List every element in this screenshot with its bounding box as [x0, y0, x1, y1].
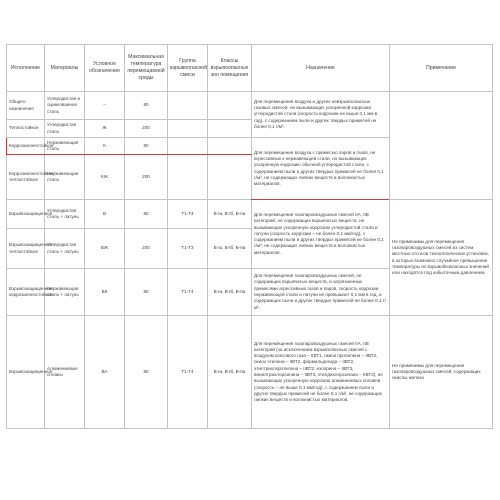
cell-purpose: Для перемещения воздуха с примесью паров и газов, не агрессивных к нержавеющей стали, но вызывающих ускоренную коррозию обычной углеродистой стали, с содержанием пыли и других твёрдых примесей не более 0,1 г/м³, не содержащих липких веществ и волокнистых материалов. [252, 138, 390, 200]
cell-explosive-group: Т1-Т4 [168, 316, 208, 429]
cell-execution: Коррозионностойкое [7, 138, 45, 155]
cell-designation: В [85, 200, 125, 229]
header-purpose: Назначение [252, 45, 390, 92]
cell-max-temperature: 200 [125, 155, 168, 200]
cell-zone-classes [208, 120, 252, 138]
cell-designation: ВЖ [85, 229, 125, 269]
cell-max-temperature: 80 [125, 316, 168, 429]
cell-materials: Нержавеющая сталь [45, 138, 85, 155]
cell-zone-classes: В-Iа, В-Iб, В-IIа [208, 229, 252, 269]
cell-designation: К [85, 138, 125, 155]
header-note: Примечание [390, 45, 493, 92]
cell-materials: Нержавеющая сталь + латунь [45, 269, 85, 316]
cell-explosive-group: Т1-Т4 [168, 269, 208, 316]
cell-note: Не применимы для перемещения газопаровоздушных смесей, содержащих окислы железа [390, 316, 493, 429]
cell-note [390, 92, 493, 200]
cell-zone-classes [208, 138, 252, 155]
cell-materials: Углеродистая сталь + латунь [45, 200, 85, 229]
cell-explosive-group [168, 138, 208, 155]
cell-designation: Ж [85, 120, 125, 138]
cell-zone-classes [208, 155, 252, 200]
cell-purpose: Для перемещения газопаровоздушных смесей, не содержащих взрывчатых веществ, и загрязненных примесями агрессивных газов и паров, скорость коррозии нержавеющей стали и латуни не превышает 0,1 мм в год, и содержащих пыли и других твердых примесей не более 0,1 г/м³. [252, 269, 390, 316]
cell-designation: – [85, 92, 125, 120]
header-execution: Исполнение [7, 45, 45, 92]
header-designation: Условное обозначение [85, 45, 125, 92]
cell-materials: Углеродистая сталь + латунь [45, 229, 85, 269]
cell-purpose: Для перемещения газопаровоздушных смесей IIА, IIВ категорий (за исключением взрывоопасных смесей с воздухом коксового газа – IIВТ1, окиси пропилена – IIВТ2, окиси этилена – IIВТ2, формальдегида – IIВТ2, этилтрихлорэтилена – IIВТ2, изопрена – IIВТ3, винилтрихлорсилана – IIВТ3, этилдихлорсилана – IIВТ3), не вызывающих ускоренную коррозию алюминиевых сплавов (скорость – не выше 0,1 мм/год), с содержанием пыли и других твердых примесей не более 0,1 г/м³, не содержащих липких веществ и волокнистых материалов. [252, 316, 390, 429]
specification-table [6, 44, 493, 429]
cell-explosive-group [168, 120, 208, 138]
header-materials: Материалы [45, 45, 85, 92]
cell-explosive-group [168, 92, 208, 120]
cell-max-temperature: 80 [125, 200, 168, 229]
cell-purpose: Для перемещения газопаровоздушных смесей IIА, IIВ категорий, не содержащих взрывчатых веществ, не вызывающих ускоренную коррозию углеродистой стали и латуни (скорость коррозии – не более 0,1 мм/год), с содержанием пыли и других твердых примесей не более 0,1 г/м³, не содержащих липких веществ и волокнистых материалов. [252, 200, 390, 269]
cell-execution: Общего назначения [7, 92, 45, 120]
table-row [7, 316, 493, 429]
cell-execution: Взрывозащищенное [7, 200, 45, 229]
cell-designation: ВА [85, 316, 125, 429]
cell-zone-classes: В-Iа, В-Iб, В-IIа [208, 200, 252, 229]
cell-materials: Углеродистая и оцинкованная сталь [45, 92, 85, 120]
cell-execution: Взрывозащищенное коррозионностойкое [7, 269, 45, 316]
header-max-temperature: Максимальная температура перемещаемой среды [125, 45, 168, 92]
cell-max-temperature: 200 [125, 229, 168, 269]
cell-materials: Углеродистая сталь [45, 120, 85, 138]
cell-designation: КЖ [85, 155, 125, 200]
table-row [7, 92, 493, 120]
cell-execution: Теплостойкое [7, 120, 45, 138]
cell-note: Не применимы для перемещения газопаровоздушных смесей из систем местных отсосов технологических установок, в которых возможно случайное превышение температуры их взрывобезопасных значений или находятся под избыточным давлением. [390, 200, 493, 316]
cell-execution: Взрывозащищенное теплостойкое [7, 229, 45, 269]
cell-execution: Взрывозащищенное [7, 316, 45, 429]
cell-explosive-group [168, 155, 208, 200]
cell-materials: Нержавеющая сталь [45, 155, 85, 200]
table-row [7, 200, 493, 229]
cell-zone-classes: В-Iа, В-Iб, В-IIа [208, 316, 252, 429]
cell-max-temperature: 80 [125, 269, 168, 316]
cell-max-temperature: 200 [125, 120, 168, 138]
cell-max-temperature: 80 [125, 92, 168, 120]
cell-explosive-group: Т1-Т4 [168, 200, 208, 229]
header-explosive-group: Группа взрывоопасной смеси [168, 45, 208, 92]
cell-execution: Коррозионностойкое теплостойкое [7, 155, 45, 200]
table-header-row [7, 45, 493, 92]
cell-purpose: Для перемещения воздуха и других невзрывоопасных газовых смесей, не вызывающих ускоренной коррозии углеродистой стали (скорость коррозии не выше 0,1 мм в год), с содержанием пыли и других твердых примесей не более 0,1 г/м³. [252, 92, 390, 138]
header-zone-classes: Классы взрывоопасных зон помещения [208, 45, 252, 92]
cell-explosive-group: Т1-Т3 [168, 229, 208, 269]
cell-zone-classes: В-Iа, В-Iб, В-IIа [208, 269, 252, 316]
cell-designation: ВК [85, 269, 125, 316]
cell-zone-classes [208, 92, 252, 120]
cell-materials: Алюминиевые сплавы [45, 316, 85, 429]
cell-max-temperature: 80 [125, 138, 168, 155]
